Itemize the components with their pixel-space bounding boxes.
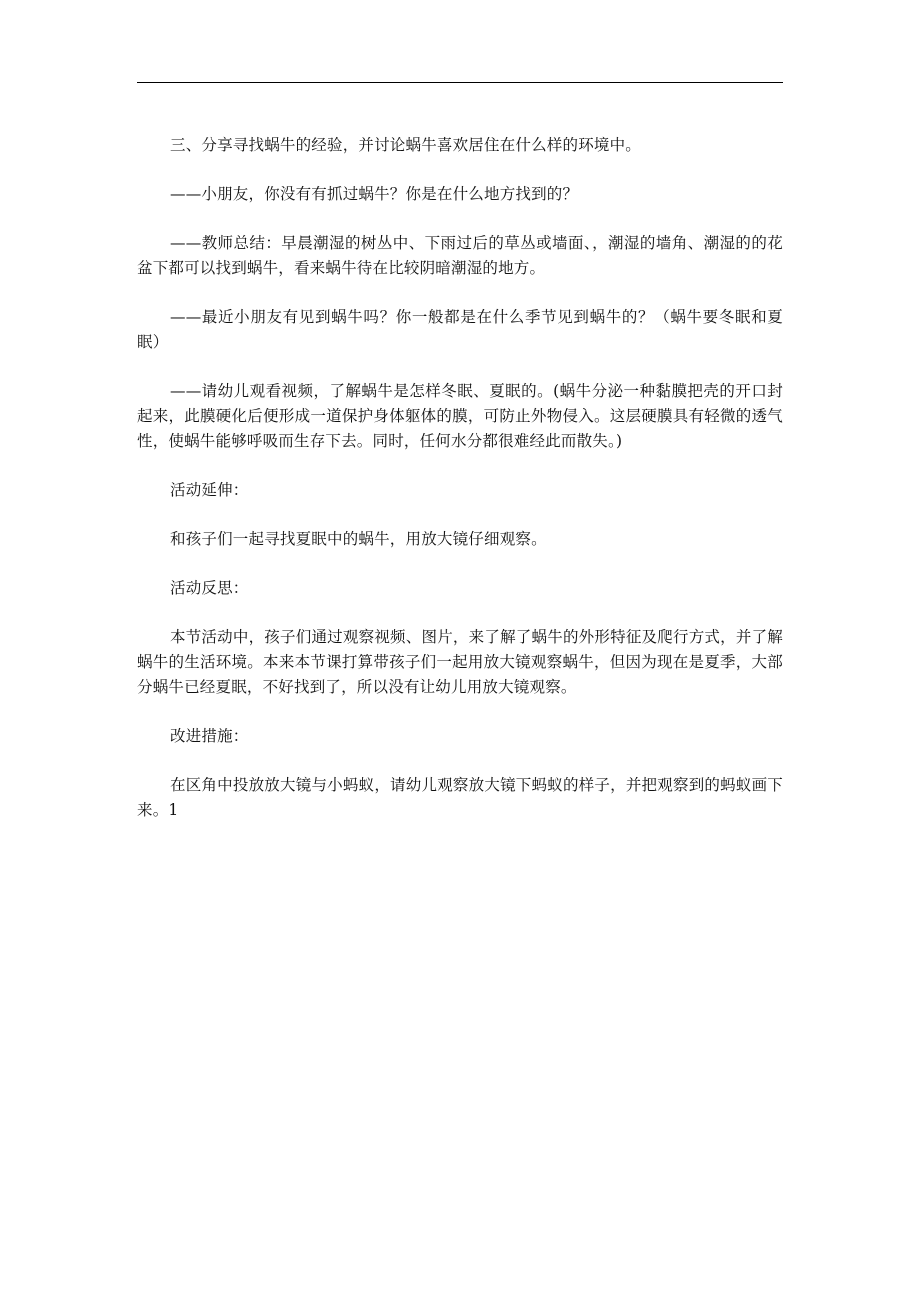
activity-extension-paragraph: 和孩子们一起寻找夏眠中的蜗牛，用放大镜仔细观察。 bbox=[170, 530, 547, 548]
document-body bbox=[137, 133, 783, 847]
teacher-summary-paragraph: ——教师总结：早晨潮湿的树丛中、下雨过后的草丛或墙面、，潮湿的墙角、潮湿的的花盆下都可以找到蜗牛，看来蜗牛待在比较阴暗潮湿的地方。 bbox=[137, 234, 783, 277]
activity-reflection-paragraph: 本节活动中，孩子们通过观察视频、图片，来了解了蜗牛的外形特征及爬行方式，并了解蜗牛的生活环境。本来本节课打算带孩子们一起用放大镜观察蜗牛，但因为现在是夏季，大部分蜗牛已经夏眠，不好找到了，所以没有让幼儿用放大镜观察。 bbox=[137, 628, 783, 696]
activity-extension-heading: 活动延伸： bbox=[170, 481, 249, 499]
improvement-paragraph: 在区角中投放放大镜与小蚂蚁，请幼儿观察放大镜下蚂蚁的样子，并把观察到的蚂蚁画下来。1 bbox=[137, 776, 783, 819]
question-paragraph-1: ——小朋友，你没有有抓过蜗牛？你是在什么地方找到的？ bbox=[170, 185, 579, 203]
question-paragraph-2: ——最近小朋友有见到蜗牛吗？你一般都是在什么季节见到蜗牛的？（蜗牛要冬眠和夏眠） bbox=[137, 308, 783, 351]
improvement-heading: 改进措施： bbox=[170, 727, 249, 745]
header-rule bbox=[137, 82, 783, 83]
video-paragraph: ——请幼儿观看视频，了解蜗牛是怎样冬眠、夏眠的。(蜗牛分泌一种黏膜把壳的开口封起来，此膜硬化后便形成一道保护身体躯体的膜，可防止外物侵入。这层硬膜具有轻微的透气性，使蜗牛能够呼吸而生存下去。同时，任何水分都很难经此而散失。) bbox=[137, 382, 783, 450]
section-heading-sharing: 三、分享寻找蜗牛的经验，并讨论蜗牛喜欢居住在什么样的环境中。 bbox=[170, 136, 642, 154]
activity-reflection-heading: 活动反思： bbox=[170, 579, 249, 597]
